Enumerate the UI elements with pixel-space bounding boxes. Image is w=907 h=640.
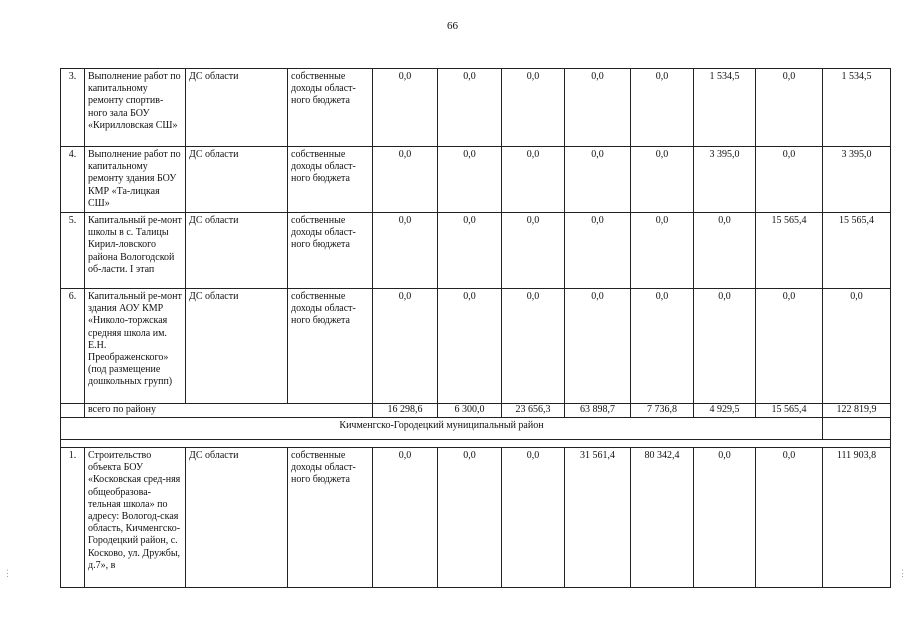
section-row: [61, 418, 891, 440]
value-cell: 0,0: [502, 69, 565, 147]
value-cell: 15 565,4: [823, 213, 891, 289]
row-number: 1.: [61, 448, 85, 588]
object-name: Выполнение работ по капитальному ремонту спортив-ного зала БОУ «Кирилловская СШ»: [85, 69, 186, 147]
value-cell: 0,0: [373, 213, 438, 289]
organization: ДС области: [186, 69, 288, 147]
funding-source: собственные доходы област-ного бюджета: [288, 147, 373, 213]
value-cell: 0,0: [631, 213, 694, 289]
value-cell: 0,0: [694, 289, 756, 404]
value-cell: 0,0: [565, 213, 631, 289]
object-name: Строительство объекта БОУ «Косковская сред-няя общеобразова-тельная школа» по адресу: Вологод-ская область, Кичменгско-Городецкий район, с. Косково, ул. Дружбы, д.7», в: [85, 448, 186, 588]
value-cell: 0,0: [438, 147, 502, 213]
row-number: 3.: [61, 69, 85, 147]
object-name: Выполнение работ по капитальному ремонту здания БОУ КМР «Та-лицкая СШ»: [85, 147, 186, 213]
value-cell: 0,0: [373, 147, 438, 213]
value-cell: 0,0: [694, 448, 756, 588]
funding-source: собственные доходы област-ного бюджета: [288, 69, 373, 147]
table-row: [61, 147, 891, 213]
value-cell: 0,0: [438, 213, 502, 289]
organization: ДС области: [186, 448, 288, 588]
table-row: [61, 448, 891, 588]
value-cell: 1 534,5: [823, 69, 891, 147]
empty-cell: [61, 440, 891, 448]
value-cell: 31 561,4: [565, 448, 631, 588]
organization: ДС области: [186, 289, 288, 404]
value-cell: 80 342,4: [631, 448, 694, 588]
organization: ДС области: [186, 147, 288, 213]
total-value: 16 298,6: [373, 404, 438, 418]
empty-cell: [823, 418, 891, 440]
section-spacer-row: [61, 440, 891, 448]
value-cell: 0,0: [565, 147, 631, 213]
total-value: 122 819,9: [823, 404, 891, 418]
value-cell: 3 395,0: [823, 147, 891, 213]
value-cell: 0,0: [438, 448, 502, 588]
table-row: [61, 69, 891, 147]
value-cell: 0,0: [565, 289, 631, 404]
value-cell: 3 395,0: [694, 147, 756, 213]
total-row: [61, 404, 891, 418]
funding-source: собственные доходы област-ного бюджета: [288, 289, 373, 404]
value-cell: 0,0: [438, 69, 502, 147]
section-title: Кичменгско-Городецкий муниципальный район: [61, 418, 823, 440]
value-cell: 0,0: [823, 289, 891, 404]
value-cell: 0,0: [756, 289, 823, 404]
row-number: 4.: [61, 147, 85, 213]
total-value: 4 929,5: [694, 404, 756, 418]
funding-source: собственные доходы област-ного бюджета: [288, 448, 373, 588]
budget-table: [60, 68, 891, 588]
value-cell: 15 565,4: [756, 213, 823, 289]
value-cell: 1 534,5: [694, 69, 756, 147]
value-cell: 0,0: [502, 147, 565, 213]
page-number: 66: [447, 20, 458, 32]
total-value: 7 736,8: [631, 404, 694, 418]
value-cell: 0,0: [502, 213, 565, 289]
object-name: Капитальный ре-монт здания АОУ КМР «Николо-торжская средняя школа им. Е.Н. Преображенского» (под размещение дошкольных групп): [85, 289, 186, 404]
value-cell: 0,0: [631, 289, 694, 404]
value-cell: 0,0: [438, 289, 502, 404]
total-label: всего по району: [85, 404, 373, 418]
scan-edge-mark-left: ⋮: [3, 568, 12, 578]
total-value: 15 565,4: [756, 404, 823, 418]
value-cell: 0,0: [502, 448, 565, 588]
value-cell: 0,0: [502, 289, 565, 404]
value-cell: 0,0: [756, 147, 823, 213]
scan-edge-mark-right: ⋮: [898, 568, 907, 578]
row-number: 5.: [61, 213, 85, 289]
object-name: Капитальный ре-монт школы в с. Талицы Кирил-ловского района Вологодской об-ласти. I этап: [85, 213, 186, 289]
table-row: [61, 213, 891, 289]
value-cell: 0,0: [756, 69, 823, 147]
funding-source: собственные доходы област-ного бюджета: [288, 213, 373, 289]
organization: ДС области: [186, 213, 288, 289]
total-value: 23 656,3: [502, 404, 565, 418]
value-cell: 111 903,8: [823, 448, 891, 588]
value-cell: 0,0: [631, 69, 694, 147]
value-cell: 0,0: [631, 147, 694, 213]
value-cell: 0,0: [373, 69, 438, 147]
value-cell: 0,0: [373, 448, 438, 588]
value-cell: 0,0: [565, 69, 631, 147]
total-value: 63 898,7: [565, 404, 631, 418]
row-number: 6.: [61, 289, 85, 404]
empty-cell: [61, 404, 85, 418]
value-cell: 0,0: [694, 213, 756, 289]
table-row: [61, 289, 891, 404]
value-cell: 0,0: [373, 289, 438, 404]
total-value: 6 300,0: [438, 404, 502, 418]
value-cell: 0,0: [756, 448, 823, 588]
